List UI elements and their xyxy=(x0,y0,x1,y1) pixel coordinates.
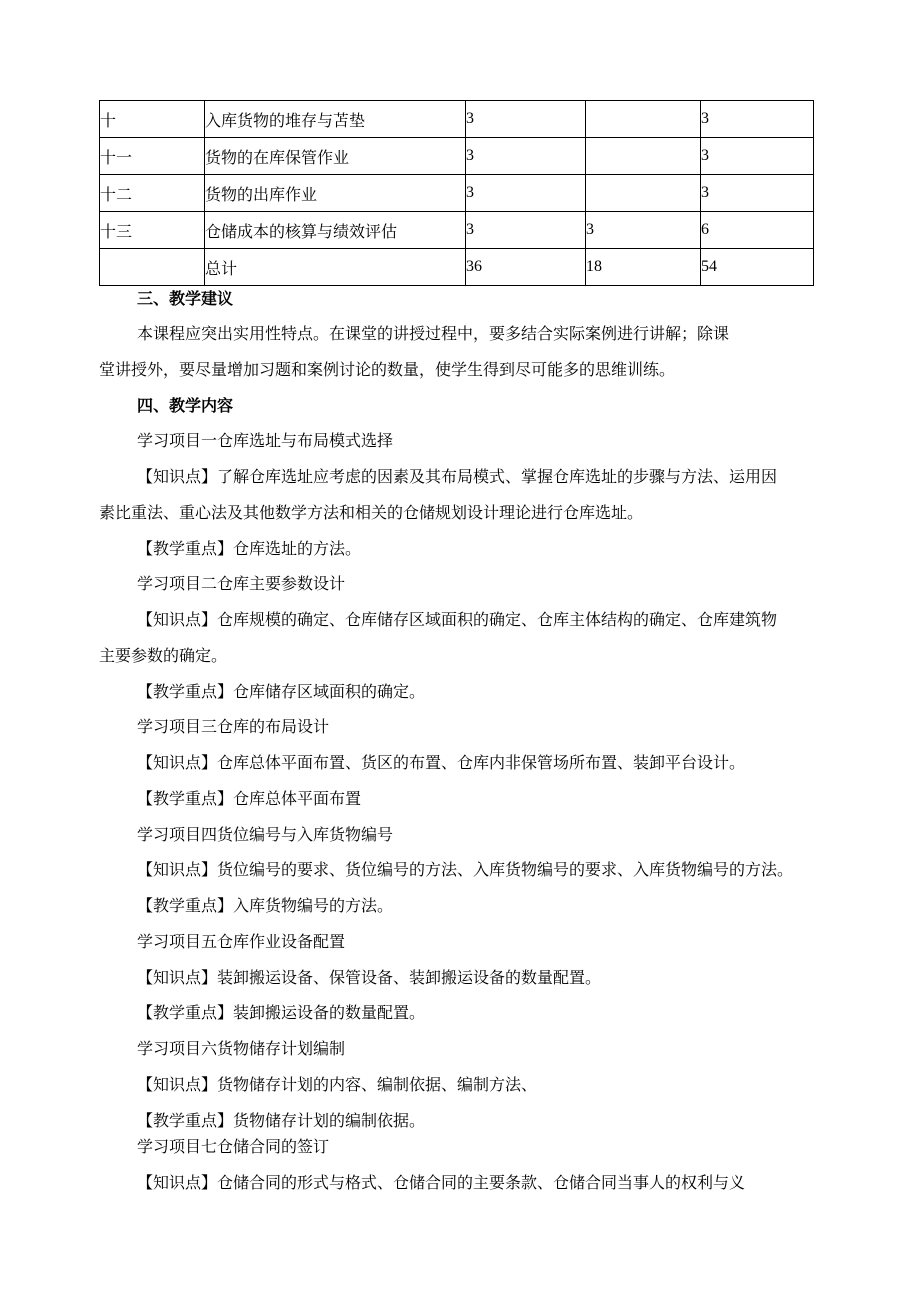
project-title: 学习项目五仓库作业设备配置 xyxy=(137,932,346,951)
table-cell: 3 xyxy=(586,212,701,249)
table-cell: 54 xyxy=(701,249,814,286)
table-cell xyxy=(586,138,701,175)
table-cell: 3 xyxy=(466,175,586,212)
table-cell: 入库货物的堆存与苫垫 xyxy=(205,101,466,138)
teaching-focus: 【教学重点】装卸搬运设备的数量配置。 xyxy=(137,1003,426,1022)
table-cell: 3 xyxy=(701,138,814,175)
project-title: 学习项目六货物储存计划编制 xyxy=(137,1039,346,1058)
knowledge-point-cont: 主要参数的确定。 xyxy=(99,646,228,665)
section-heading: 四、教学内容 xyxy=(137,396,234,415)
knowledge-point: 【知识点】仓储合同的形式与格式、仓储合同的主要条款、仓储合同当事人的权利与义 xyxy=(137,1173,746,1192)
table-cell: 货物的在库保管作业 xyxy=(205,138,466,175)
table-cell: 36 xyxy=(466,249,586,286)
table-cell xyxy=(100,249,205,286)
table-cell: 十三 xyxy=(100,212,205,249)
teaching-focus: 【教学重点】货物储存计划的编制依据。 xyxy=(137,1111,426,1130)
table-row xyxy=(100,138,814,175)
knowledge-point: 【知识点】货位编号的要求、货位编号的方法、入库货物编号的要求、入库货物编号的方法。 xyxy=(137,860,794,879)
project-title: 学习项目七仓储合同的签订 xyxy=(137,1137,330,1156)
table-cell: 十 xyxy=(100,101,205,138)
knowledge-point: 【知识点】货物储存计划的内容、编制依据、编制方法、 xyxy=(137,1075,538,1094)
project-title: 学习项目四货位编号与入库货物编号 xyxy=(137,825,394,844)
table-cell: 十一 xyxy=(100,138,205,175)
project-title: 学习项目二仓库主要参数设计 xyxy=(137,574,346,593)
knowledge-point: 【知识点】仓库规模的确定、仓库储存区域面积的确定、仓库主体结构的确定、仓库建筑物 xyxy=(137,610,778,629)
table-cell: 3 xyxy=(466,138,586,175)
table-cell: 3 xyxy=(466,212,586,249)
table-total-row xyxy=(100,249,814,286)
table-cell: 十二 xyxy=(100,175,205,212)
teaching-focus: 【教学重点】仓库选址的方法。 xyxy=(137,539,362,558)
course-hours-table xyxy=(99,100,814,286)
table-cell: 18 xyxy=(586,249,701,286)
table-cell: 6 xyxy=(701,212,814,249)
table-cell xyxy=(586,101,701,138)
knowledge-point: 【知识点】了解仓库选址应考虑的因素及其布局模式、掌握仓库选址的步骤与方法、运用因 xyxy=(137,467,778,486)
teaching-focus: 【教学重点】入库货物编号的方法。 xyxy=(137,896,394,915)
table-cell: 3 xyxy=(466,101,586,138)
table-cell: 3 xyxy=(701,175,814,212)
section-heading: 三、教学建议 xyxy=(137,289,234,308)
project-title: 学习项目一仓库选址与布局模式选择 xyxy=(137,431,394,450)
knowledge-point: 【知识点】装卸搬运设备、保管设备、装卸搬运设备的数量配置。 xyxy=(137,968,602,987)
teaching-focus: 【教学重点】仓库储存区域面积的确定。 xyxy=(137,682,426,701)
table-row xyxy=(100,101,814,138)
table-cell: 3 xyxy=(701,101,814,138)
knowledge-point-cont: 素比重法、重心法及其他数学方法和相关的仓储规划设计理论进行仓库选址。 xyxy=(99,503,644,522)
table-cell: 总计 xyxy=(205,249,466,286)
knowledge-point: 【知识点】仓库总体平面布置、货区的布置、仓库内非保管场所布置、装卸平台设计。 xyxy=(137,753,746,772)
teaching-focus: 【教学重点】仓库总体平面布置 xyxy=(137,789,362,808)
table-row xyxy=(100,175,814,212)
project-title: 学习项目三仓库的布局设计 xyxy=(137,717,330,736)
table-row xyxy=(100,212,814,249)
table-cell: 货物的出库作业 xyxy=(205,175,466,212)
table-cell xyxy=(586,175,701,212)
paragraph-line: 堂讲授外，要尽量增加习题和案例讨论的数量，使学生得到尽可能多的思维训练。 xyxy=(99,360,676,379)
paragraph-line: 本课程应突出实用性特点。在课堂的讲授过程中，要多结合实际案例进行讲解；除课 xyxy=(137,324,730,343)
table-cell: 仓储成本的核算与绩效评估 xyxy=(205,212,466,249)
